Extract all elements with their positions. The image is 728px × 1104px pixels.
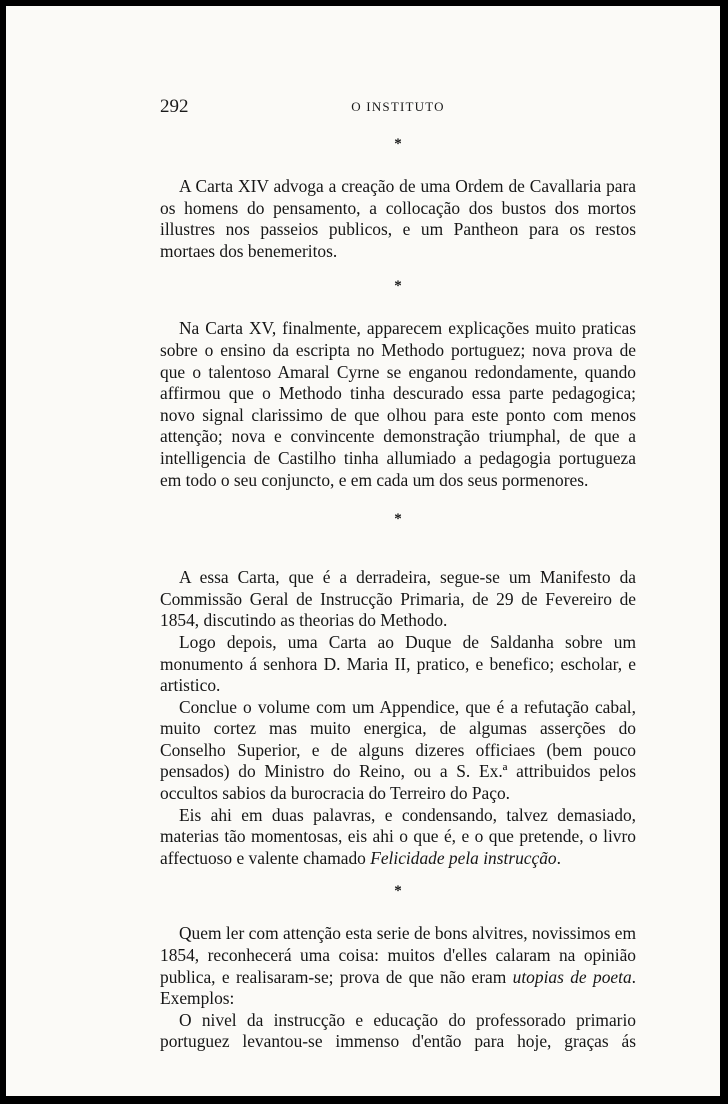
paragraph-text: . Exemplos:: [160, 966, 636, 1009]
paragraph: Conclue o volume com um Appendice, que é a refutação cabal, muito cortez mas muito energica, de algumas asserções do Conselho Superior, e de alguns dizeres officiaes (bem pouco pensados) do Ministro do Reino, ou a S. Ex.ª attribuidos pelos occultos sabios da burocracia do Terreiro do Paço.: [160, 696, 636, 804]
book-page: [6, 6, 720, 1096]
running-title: O INSTITUTO: [351, 99, 445, 114]
paragraph-text: Quem ler com attenção esta serie de bons alvitres, novissimos em 1854, reconhecerá uma coisa: muitos d'elles calaram na opinião publica, e realisaram-se; prova de que não eram: [160, 923, 636, 987]
section-separator: *: [394, 883, 402, 900]
running-header: [160, 96, 636, 120]
paragraph: O nivel da instrucção e educação do professorado primario portuguez levantou-se immenso d'então para hoje, graças ás: [160, 1009, 636, 1052]
paragraph: A essa Carta, que é a derradeira, segue-se um Manifesto da Commissão Geral de Instrucção Primaria, de 29 de Fevereiro de 1854, discutindo as theorias do Methodo.: [160, 567, 636, 631]
section-separator: *: [394, 136, 402, 152]
paragraph: Na Carta XV, finalmente, apparecem explicações muito praticas sobre o ensino da escripta no Methodo portuguez; nova prova de que o talentoso Amaral Cyrne se enganou redondamente, quando affirmou que o Methodo tinha descurado essa parte pedagogica; novo signal clarissimo de que olhou para este ponto com menos attenção; nova e convincente demonstração triumphal, de que a intelligencia de Castilho tinha allumiado a pedagogia portugueza em todo o seu conjuncto, e em cada um dos seus pormenores.: [160, 318, 636, 490]
paragraph: [160, 805, 636, 870]
book-title: Felicidade pela instrucção: [370, 847, 557, 868]
body-text: [160, 134, 636, 1053]
section-separator: *: [394, 278, 402, 295]
section-separator: *: [394, 511, 402, 528]
paragraph: A Carta XIV advoga a creação de uma Ordem de Cavallaria para os homens do pensamento, a collocação dos bustos dos mortos illustres nos passeios publicos, e um Pantheon para os restos mortaes dos benemeritos.: [160, 176, 636, 261]
paragraph: Logo depois, uma Carta ao Duque de Saldanha sobre um monumento á senhora D. Maria II, pratico, e benefico; escholar, e artistico.: [160, 631, 636, 696]
paragraph-text: .: [556, 847, 561, 868]
page-number: 292: [160, 96, 189, 117]
italic-phrase: utopias de poeta: [512, 966, 632, 987]
paragraph: [160, 923, 636, 1009]
paragraph-text: Eis ahi em duas palavras, e condensando, talvez demasiado, materias tão momentosas, eis ahi o que é, e o que pretende, o livro affectuoso e valente chamado: [160, 804, 636, 868]
